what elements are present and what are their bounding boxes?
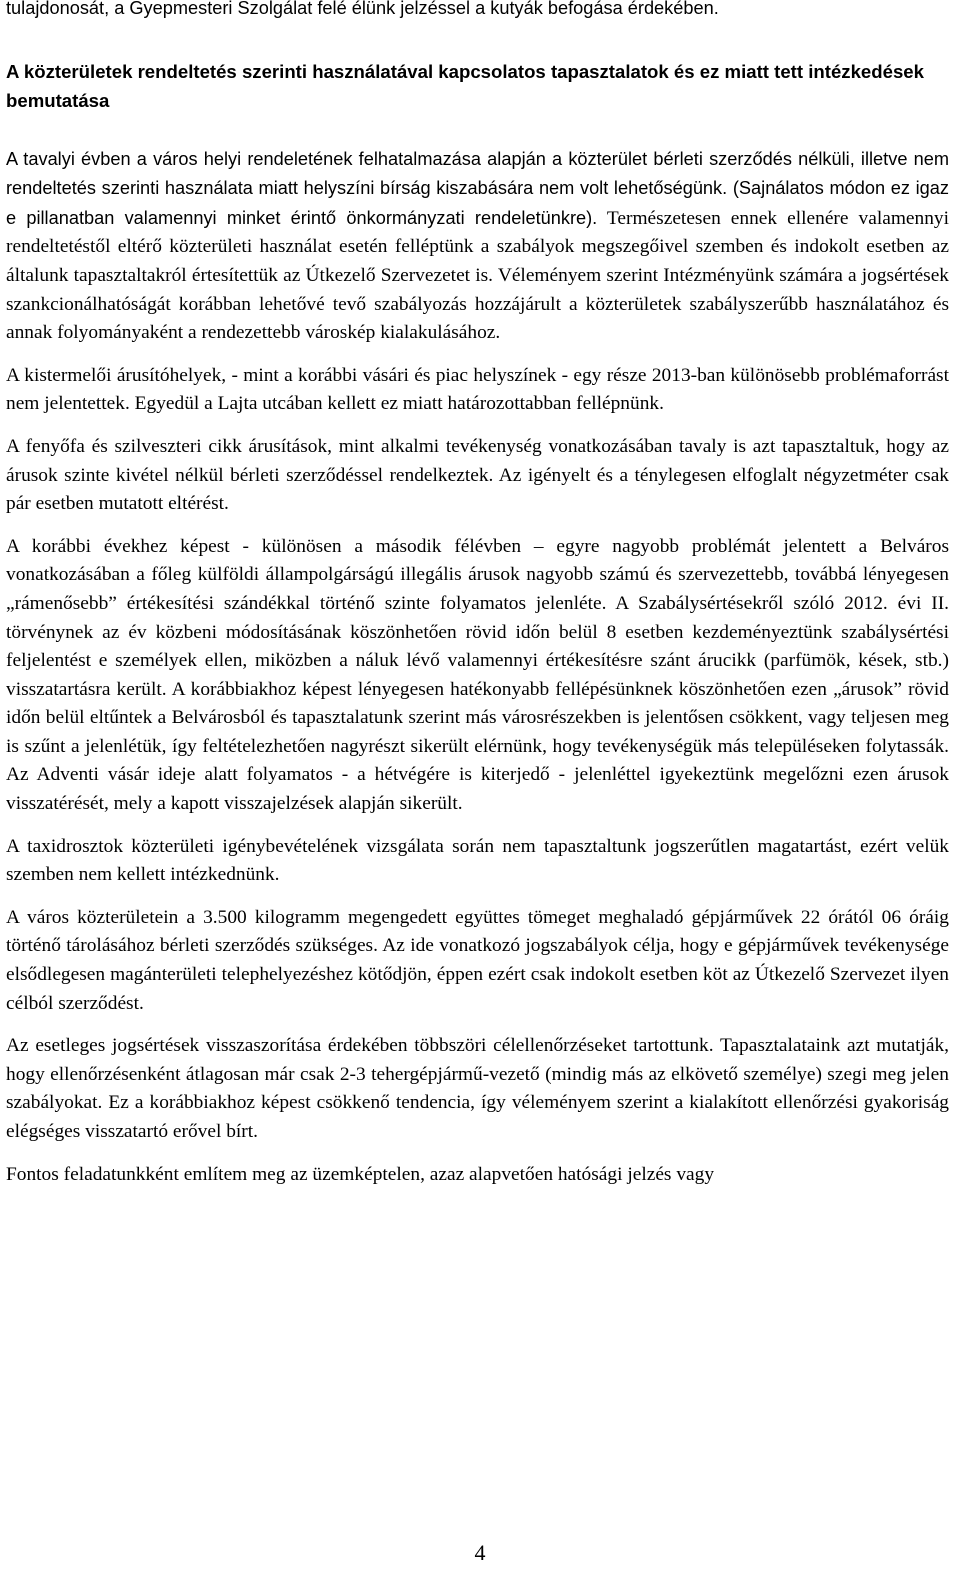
paragraph-6: A város közterületein a 3.500 kilogramm megengedett együttes tömeget meghaladó gépjárművek 22 órától 06 óráig történő tárolásához bérleti szerződés szükséges. Az ide vonatkozó jogszabályok célja, hogy e gépjárművek tevékenysége elsődlegesen magánterületi telephelyezéshez kötődjön, éppen ezért csak indokolt esetben köt az Útkezelő Szervezet ilyen célból szerződést. [6, 906, 949, 1014]
document-page [6, 0, 949, 1189]
section-heading: A közterületek rendeltetés szerinti használatával kapcsolatos tapasztalatok és ez miatt tett intézkedések bemutatása [6, 60, 924, 111]
paragraph-8: Fontos feladatunkként említem meg az üzemképtelen, azaz alapvetően hatósági jelzés vagy [6, 1163, 715, 1185]
paragraph-3: A fenyőfa és szilveszteri cikk árusítások, mint alkalmi tevékenység vonatkozásában tavaly is azt tapasztaltuk, hogy az árusok szinte kivétel nélkül bérleti szerződéssel rendelkeztek. Az igényelt és a ténylegesen elfoglalt négyzetméter csak pár esetben mutatott eltérést. [6, 435, 949, 515]
paragraph-5: A taxidrosztok közterületi igénybevételének vizsgálata során nem tapasztaltunk jogszerűtlen magatartást, ezért velük szemben nem kellett intézkednünk. [6, 835, 949, 886]
paragraph-2: A kistermelői árusítóhelyek, - mint a korábbi vásári és piac helyszínek - egy része 2013-ban különösebb problémaforrást nem jelentettek. Egyedül a Lajta utcában kellett ez miatt határozottabban fellépnünk. [6, 364, 949, 415]
paragraph-1-sans-part: A tavalyi évben a város helyi rendeletének felhatalmazása alapján a közterület bérleti szerződés nélküli, illetve nem rendeltetés szerinti használata miatt helyszíni bírság kiszabására nem volt lehetőségünk. (Sajnálatos módon ez igaz e pillanatban valamennyi minket érintő önkormányzati rendeletünkre). [6, 148, 949, 228]
paragraph-7: Az esetleges jogsértések visszaszorítása érdekében többszöri célellenőrzéseket tartottunk. Tapasztalataink azt mutatják, hogy ellenőrzésenként átlagosan már csak 2-3 tehergépjármű-vezető (mindig más az elkövető személye) szegi meg jelen szabályokat. Ez a korábbiakhoz képest csökkenő tendencia, így véleményem szerint a kialakított ellenőrzési gyakoriság elégséges visszatartó erővel bírt. [6, 1035, 949, 1142]
paragraph-4: A korábbi évekhez képest - különösen a második félévben – egyre nagyobb problémát jelentett a Belváros vonatkozásában a főleg külföldi állampolgárságú illegális árusok nagyobb számú és szervezettebb, továbbá lényegesen „rámenősebb” értékesítési szándékkal történő szinte folyamatos jelenléte. A Szabálysértésekről szóló 2012. évi II. törvénynek az év közbeni módosításának köszönhetően rövid időn belül 8 esetben kezdeményeztünk szabálysértési feljelentést e személyek ellen, miközben a náluk lévő valamennyi értékesítésre szánt árucikk (parfümök, kések, stb.) visszatartásra került. A korábbiakhoz képest lényegesen hatékonyabb fellépésünknek köszönhetően ezen „árusok” rövid időn belül eltűntek a Belvárosból és tapasztalatunk szerint más városrészekben is jelentősen csökkent, vagy teljesen meg is szűnt a jelenlétük, így feltételezhetően nagyrészt sikerült elérnünk, hogy tevékenységük más településeken folytassák. Az Adventi vásár ideje alatt folyamatos - a hétvégére is kiterjedő - jelenléttel igyekeztünk megelőzni ezen árusok visszatérését, mely a kapott visszajelzések alapján sikerült. [6, 535, 949, 815]
page-number: 4 [474, 1540, 486, 1565]
paragraph-1 [6, 145, 949, 348]
lead-line: tulajdonosát, a Gyepmesteri Szolgálat felé élünk jelzéssel a kutyák befogása érdekében. [6, 0, 719, 18]
paragraph-1-serif-part: Természetesen ennek ellenére valamennyi rendeltetéstől eltérő közterületi használat esetén felléptünk a szabályok megszegőivel szemben és indokolt esetben az általunk tapasztaltakról értesítettük az Útkezelő Szervezetet is. Véleményem szerint Intézményünk számára a jogsértések szankcionálhatóságát korábban lehetővé tevő szabályozás hozzájárult a közterületek szabályszerűbb használatához és annak folyományaként a rendezettebb városkép kialakulásához. [6, 207, 949, 344]
